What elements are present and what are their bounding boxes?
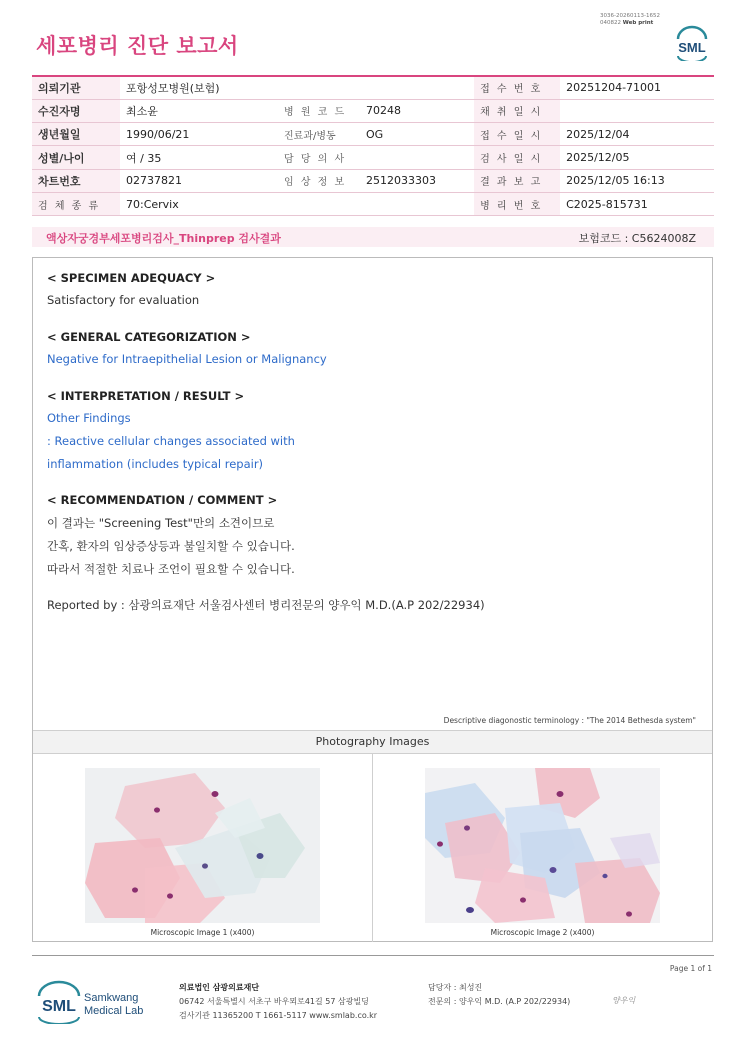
corp-name: 의료법인 삼광의료재단 bbox=[179, 983, 260, 992]
info-label: 의뢰기관 bbox=[32, 76, 120, 99]
result-box bbox=[32, 257, 713, 942]
image-caption-2: Microscopic Image 2 (x400) bbox=[490, 928, 595, 937]
info-label: 검 체 종 류 bbox=[32, 192, 120, 215]
microscopic-image-1 bbox=[85, 768, 320, 923]
specialist: 전문의 : 양우익 M.D. (A.P 202/22934) bbox=[428, 997, 571, 1006]
staff-info bbox=[428, 981, 570, 1009]
image-caption-1: Microscopic Image 1 (x400) bbox=[150, 928, 255, 937]
sml-logo-icon bbox=[672, 25, 712, 61]
insurance-code: 보험코드 : C5624008Z bbox=[578, 232, 696, 245]
staff-in-charge: 담당자 : 최성진 bbox=[428, 983, 483, 992]
info-value: 70248 bbox=[360, 99, 474, 122]
general-heading: < GENERAL CATEGORIZATION > bbox=[47, 330, 251, 344]
print-id-line: 3036-20260113-1652 bbox=[600, 13, 660, 19]
info-label: 수진자명 bbox=[32, 99, 120, 122]
footer-logo-name-2: Medical Lab bbox=[84, 1005, 144, 1017]
info-label: 병 리 번 호 bbox=[474, 192, 560, 215]
info-value: C2025-815731 bbox=[560, 192, 714, 215]
info-label: 접 수 일 시 bbox=[474, 123, 560, 146]
web-print-label: Web print bbox=[622, 20, 654, 26]
recommendation-line: 간혹, 환자의 임상증상등과 불일치할 수 있습니다. bbox=[47, 539, 295, 553]
info-row bbox=[32, 123, 714, 146]
info-row bbox=[32, 146, 714, 169]
info-value: 2025/12/04 bbox=[560, 123, 714, 146]
sml-logo-text: SML bbox=[678, 40, 706, 55]
info-value: 최소윤 bbox=[120, 99, 278, 122]
info-row bbox=[32, 169, 714, 192]
info-value: 여 / 35 bbox=[120, 146, 278, 169]
recommendation-heading: < RECOMMENDATION / COMMENT > bbox=[47, 493, 278, 507]
info-value: OG bbox=[360, 123, 474, 146]
info-value: 1990/06/21 bbox=[120, 123, 278, 146]
footer-logo-name-1: Samkwang bbox=[84, 992, 139, 1004]
print-info bbox=[600, 13, 660, 27]
report-title: 세포병리 진단 보고서 bbox=[36, 34, 239, 58]
patient-info-table bbox=[32, 75, 714, 216]
info-value bbox=[560, 99, 714, 122]
info-value: 2025/12/05 bbox=[560, 146, 714, 169]
info-value: 20251204-71001 bbox=[560, 76, 714, 99]
recommendation-line: 따라서 적절한 치료나 조언이 필요할 수 있습니다. bbox=[47, 562, 295, 576]
footer-divider bbox=[32, 955, 714, 956]
interpretation-line: inflammation (includes typical repair) bbox=[47, 457, 264, 471]
photo-section-header: Photography Images bbox=[33, 730, 712, 754]
interpretation-line: Other Findings bbox=[47, 411, 131, 425]
samkwang-logo-icon bbox=[36, 980, 156, 1024]
corp-info bbox=[179, 981, 377, 1023]
print-id-line2: 040822 bbox=[600, 20, 622, 26]
info-value: 2512033303 bbox=[360, 169, 474, 192]
corp-contact: 검사기관 11365200 T 1661-5117 www.smlab.co.kr bbox=[179, 1011, 378, 1020]
photo-divider bbox=[372, 754, 373, 942]
test-name: 액상자궁경부세포병리검사_Thinprep 검사결과 bbox=[46, 232, 281, 245]
interpretation-line: : Reactive cellular changes associated with bbox=[47, 434, 295, 448]
interpretation-heading: < INTERPRETATION / RESULT > bbox=[47, 389, 245, 403]
info-label: 진료과/병동 bbox=[278, 123, 360, 146]
info-label: 검 사 일 시 bbox=[474, 146, 560, 169]
info-value: 포항성모병원(보험) bbox=[120, 76, 474, 99]
adequacy-heading: < SPECIMEN ADEQUACY > bbox=[47, 271, 216, 285]
info-row bbox=[32, 76, 714, 99]
info-value: 70:Cervix bbox=[120, 192, 474, 215]
info-label: 임 상 정 보 bbox=[278, 169, 360, 192]
info-label: 결 과 보 고 bbox=[474, 169, 560, 192]
info-label: 성별/나이 bbox=[32, 146, 120, 169]
info-label: 차트번호 bbox=[32, 169, 120, 192]
info-row bbox=[32, 192, 714, 215]
signature: 양우익 bbox=[612, 996, 636, 1005]
info-row bbox=[32, 99, 714, 122]
reported-by: Reported by : 삼광의료재단 서울검사센터 병리전문의 양우익 M.D.(A.P 202/22934) bbox=[47, 598, 485, 612]
corp-address: 06742 서울특별시 서초구 바우뫼로41길 57 삼광빌딩 bbox=[179, 997, 369, 1006]
info-value bbox=[360, 146, 474, 169]
microscopic-image-2 bbox=[425, 768, 660, 923]
info-label: 담 당 의 사 bbox=[278, 146, 360, 169]
info-value: 02737821 bbox=[120, 169, 278, 192]
info-label: 접 수 번 호 bbox=[474, 76, 560, 99]
info-value: 2025/12/05 16:13 bbox=[560, 169, 714, 192]
adequacy-text: Satisfactory for evaluation bbox=[47, 293, 200, 307]
recommendation-line: 이 결과는 "Screening Test"만의 소견이므로 bbox=[47, 516, 275, 530]
info-label: 채 취 일 시 bbox=[474, 99, 560, 122]
test-name-bar bbox=[32, 227, 714, 247]
info-label: 병 원 코 드 bbox=[278, 99, 360, 122]
general-text: Negative for Intraepithelial Lesion or Malignancy bbox=[47, 352, 327, 366]
info-label: 생년월일 bbox=[32, 123, 120, 146]
footer-logo-sml: SML bbox=[42, 998, 76, 1015]
terminology-note: Descriptive diagonostic terminology : "The 2014 Bethesda system" bbox=[443, 716, 696, 725]
page-number: Page 1 of 1 bbox=[669, 964, 712, 973]
